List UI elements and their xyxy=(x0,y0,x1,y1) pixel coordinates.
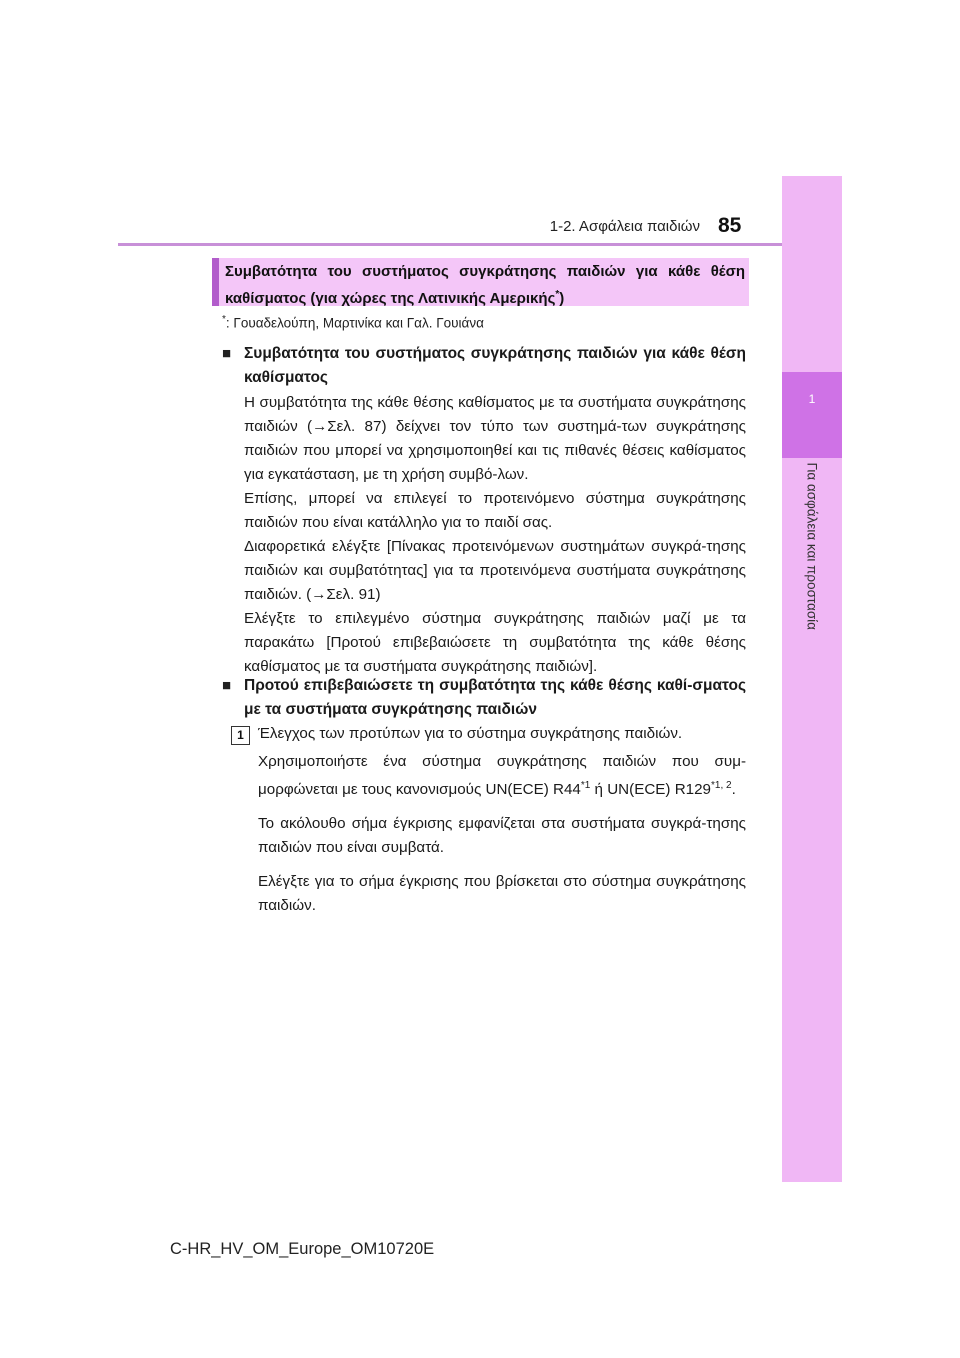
section-title xyxy=(225,260,745,310)
footnote-mark: * xyxy=(222,314,226,325)
document-code: C-HR_HV_OM_Europe_OM10720E xyxy=(170,1240,435,1258)
section2-paragraph-2: Το ακόλουθο σήμα έγκρισης εμφανίζεται στα συστήματα συγκρά-τησης παιδιών που είναι συμβατά. xyxy=(258,815,746,857)
standard-text-a: Χρησιμοποιήστε ένα σύστημα συγκράτησης παιδιών που συμ-μορφώνεται με τους κανονισμούς UN(ECE) R44 xyxy=(258,753,746,799)
section1-body xyxy=(244,391,746,679)
page-number: 85 xyxy=(718,214,742,237)
section1-paragraph-2: Επίσης, μπορεί να επιλεγεί το προτεινόμενο σύστημα συγκράτησης παιδιών που είναι κατάλληλο για το παιδί σας. xyxy=(244,490,746,531)
side-tab-strip xyxy=(782,176,842,1182)
step-number-box: 1 xyxy=(231,726,250,745)
section-title-text: Συμβατότητα του συστήματος συγκράτησης παιδιών για κάθε θέση καθίσματος (για χώρες της Λατινικής Αμερικής xyxy=(225,263,745,307)
section2-heading-row xyxy=(222,674,746,722)
section2-heading: Προτού επιβεβαιώσετε τη συμβατότητα της κάθε θέσης καθί-σματος με τα συστήματα συγκράτησης παιδιών xyxy=(244,677,746,718)
square-bullet-icon: ■ xyxy=(222,345,232,362)
section-label: 1-2. Ασφάλεια παιδιών xyxy=(549,218,700,235)
standard-text-c: . xyxy=(731,781,736,799)
section2-paragraph-1 xyxy=(258,750,746,802)
section2-paragraph-3: Ελέγξτε για το σήμα έγκρισης που βρίσκεται στο σύστημα συγκράτησης παιδιών. xyxy=(258,873,746,915)
step-text: Έλεγχος των προτύπων για το σύστημα συγκράτησης παιδιών. xyxy=(258,725,683,742)
square-bullet-icon: ■ xyxy=(222,677,232,694)
section2-body xyxy=(258,750,746,918)
side-chapter-marker xyxy=(782,372,842,458)
section1-paragraph-3: Διαφορετικά ελέγξτε [Πίνακας προτεινόμενων συστημάτων συγκρά-τησης παιδιών και συμβατότητας] για τα προτεινόμενα συστήματα συγκράτησης παιδιών. (→Σελ. 91) xyxy=(244,538,746,603)
header-rule xyxy=(118,243,782,246)
section1-heading-row xyxy=(222,342,746,390)
side-chapter-number: 1 xyxy=(808,392,816,406)
section-title-footnote-mark: * xyxy=(555,289,560,300)
footnote-text: : Γουαδελούπη, Μαρτινίκα και Γαλ. Γουιάνα xyxy=(225,315,484,331)
side-chapter-title: Για ασφάλεια και προστασία xyxy=(804,462,820,630)
section-title-accent xyxy=(212,258,219,306)
section1-paragraph-4: Ελέγξτε το επιλεγμένο σύστημα συγκράτησης παιδιών μαζί με τα παρακάτω [Προτού επιβεβαιώσετε τη συμβατότητα της κάθε θέσης καθίσματος με τα συστήματα συγκράτησης παιδιών]. xyxy=(244,610,746,675)
section1-heading: Συμβατότητα του συστήματος συγκράτησης παιδιών για κάθε θέση καθίσματος xyxy=(244,345,746,386)
standard-footnote-1: *1 xyxy=(580,780,591,791)
standard-text-b: ή UN(ECE) R129 xyxy=(590,781,712,799)
footnote xyxy=(222,314,484,331)
section1-paragraph-1: Η συμβατότητα της κάθε θέσης καθίσματος με τα συστήματα συγκράτησης παιδιών (→Σελ. 87) δείχνει τον τύπο των συστημά-των συγκράτησης παιδιών που μπορεί να χρησιμοποιηθεί και τις πιθανές θέσεις καθίσματος για εγκατάσταση, με τη χρήση συμβό-λων. xyxy=(244,394,746,483)
standard-footnote-2: *1, 2 xyxy=(711,780,732,791)
section-title-close: ) xyxy=(559,290,565,307)
